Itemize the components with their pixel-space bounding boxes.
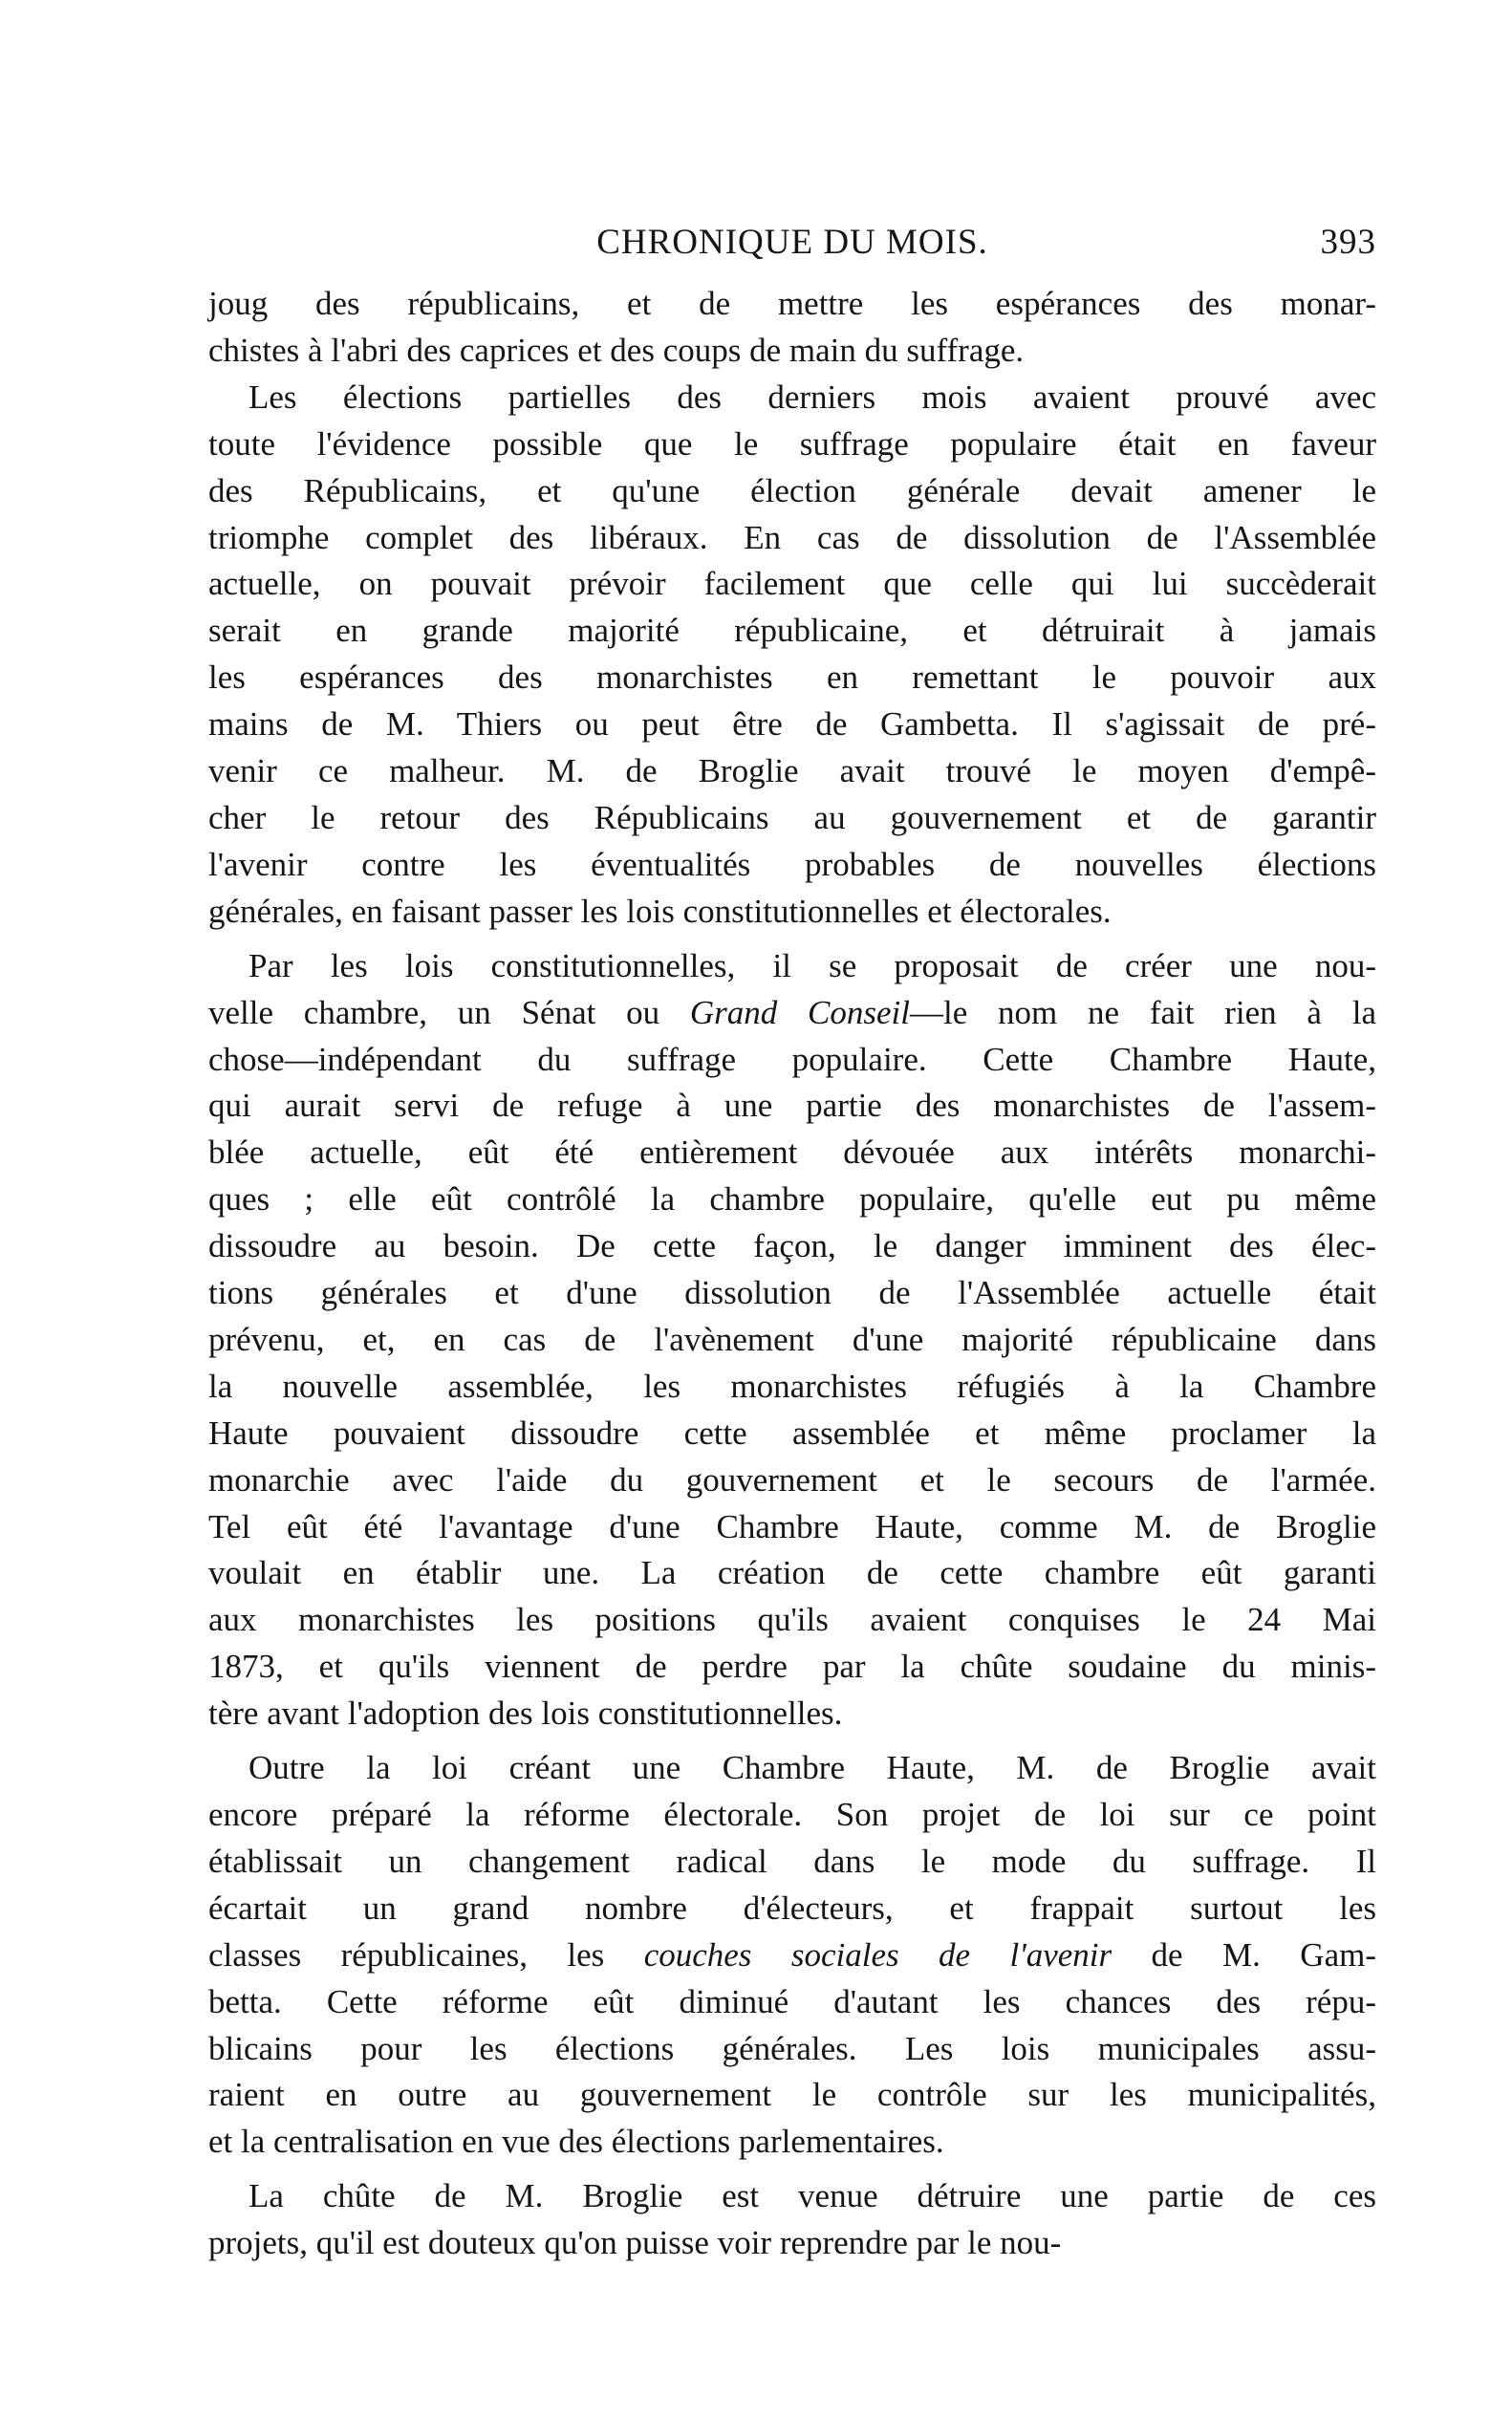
text-line: triomphe complet des libéraux. En cas de dissolution de l'Assemblée — [208, 518, 1376, 556]
text-line: classes républicaines, les couches sociales de l'avenir de M. Gam- — [208, 1935, 1376, 1974]
text-line: Tel eût été l'avantage d'une Chambre Haute, comme M. de Broglie — [208, 1507, 1376, 1545]
text-line: chistes à l'abri des caprices et des coups de main du suffrage. — [208, 331, 1025, 369]
text-line: blée actuelle, eût été entièrement dévouée aux intérêts monarchi- — [208, 1133, 1376, 1172]
page-number: 393 — [1320, 223, 1376, 262]
text-line: qui aurait servi de refuge à une partie des monarchistes de l'assem- — [208, 1087, 1376, 1125]
paragraph-2 — [208, 375, 1376, 936]
book-page — [208, 222, 1376, 2267]
paragraph-5 — [208, 2173, 1376, 2267]
text-line: raient en outre au gouvernement le contrôle sur les municipalités, — [208, 2076, 1376, 2114]
text-line: voulait en établir une. La création de cette chambre eût garanti — [208, 1554, 1376, 1592]
text-line: Les élections partielles des derniers mois avaient prouvé avec — [248, 378, 1376, 416]
text-line: joug des républicains, et de mettre les espérances des monar- — [208, 285, 1376, 322]
text-line: Outre la loi créant une Chambre Haute, M. de Broglie avait — [248, 1749, 1376, 1787]
text-line: cher le retour des Républicains au gouvernement et de garantir — [208, 798, 1376, 836]
text-line: velle chambre, un Sénat ou Grand Conseil—le nom ne fait rien à la — [208, 993, 1376, 1031]
text-line: et la centralisation en vue des élections parlementaires. — [208, 2123, 944, 2161]
running-head — [208, 222, 1376, 281]
text-line: générales, en faisant passer les lois constitutionnelles et électorales. — [208, 892, 1112, 930]
text-line: chose—indépendant du suffrage populaire. Cette Chambre Haute, — [208, 1040, 1376, 1078]
text-line: projets, qu'il est douteux qu'on puisse voir reprendre par le nou- — [208, 2224, 1062, 2262]
body-text — [208, 281, 1376, 2267]
text-line: tions générales et d'une dissolution de l'Assemblée actuelle était — [208, 1274, 1376, 1312]
text-line: Haute pouvaient dissoudre cette assemblée et même proclamer la — [208, 1414, 1376, 1452]
text-line: des Républicains, et qu'une élection générale devait amener le — [208, 471, 1376, 509]
text-line: venir ce malheur. M. de Broglie avait trouvé le moyen d'empê- — [208, 752, 1376, 790]
text-line: toute l'évidence possible que le suffrage populaire était en faveur — [208, 424, 1376, 463]
text-line: 1873, et qu'ils viennent de perdre par la chûte soudaine du minis- — [208, 1648, 1376, 1686]
running-title: CHRONIQUE DU MOIS. — [596, 223, 988, 262]
text-line: les espérances des monarchistes en remettant le pouvoir aux — [208, 658, 1376, 697]
paragraph-3 — [208, 943, 1376, 1738]
text-line: ques ; elle eût contrôlé la chambre populaire, qu'elle eut pu même — [208, 1180, 1376, 1219]
text-line: prévenu, et, en cas de l'avènement d'une majorité républicaine dans — [208, 1320, 1376, 1358]
text-line: établissait un changement radical dans le mode du suffrage. Il — [208, 1842, 1376, 1880]
text-line: serait en grande majorité républicaine, et détruirait à jamais — [208, 612, 1376, 650]
text-line: dissoudre au besoin. De cette façon, le danger imminent des élec- — [208, 1227, 1376, 1265]
text-line: monarchie avec l'aide du gouvernement et le secours de l'armée. — [208, 1460, 1376, 1499]
text-line: aux monarchistes les positions qu'ils avaient conquises le 24 Mai — [208, 1601, 1376, 1639]
text-line: écartait un grand nombre d'électeurs, et frappait surtout les — [208, 1889, 1376, 1927]
text-line: la nouvelle assemblée, les monarchistes réfugiés à la Chambre — [208, 1367, 1376, 1405]
paragraph-1 — [208, 281, 1376, 375]
text-line: blicains pour les élections générales. Les lois municipales assu- — [208, 2029, 1376, 2067]
text-line: l'avenir contre les éventualités probables de nouvelles élections — [208, 845, 1376, 883]
text-line: Par les lois constitutionnelles, il se proposait de créer une nou- — [248, 946, 1376, 984]
text-line: La chûte de M. Broglie est venue détruire une partie de ces — [248, 2177, 1376, 2215]
paragraph-4 — [208, 1745, 1376, 2166]
text-line: betta. Cette réforme eût diminué d'autant les chances des répu- — [208, 1982, 1376, 2020]
text-line: mains de M. Thiers ou peut être de Gambetta. Il s'agissait de pré- — [208, 705, 1376, 744]
text-line: tère avant l'adoption des lois constitutionnelles. — [208, 1695, 843, 1733]
text-line: encore préparé la réforme électorale. Son projet de loi sur ce point — [208, 1796, 1376, 1833]
text-line: actuelle, on pouvait prévoir facilement que celle qui lui succèderait — [208, 565, 1376, 603]
